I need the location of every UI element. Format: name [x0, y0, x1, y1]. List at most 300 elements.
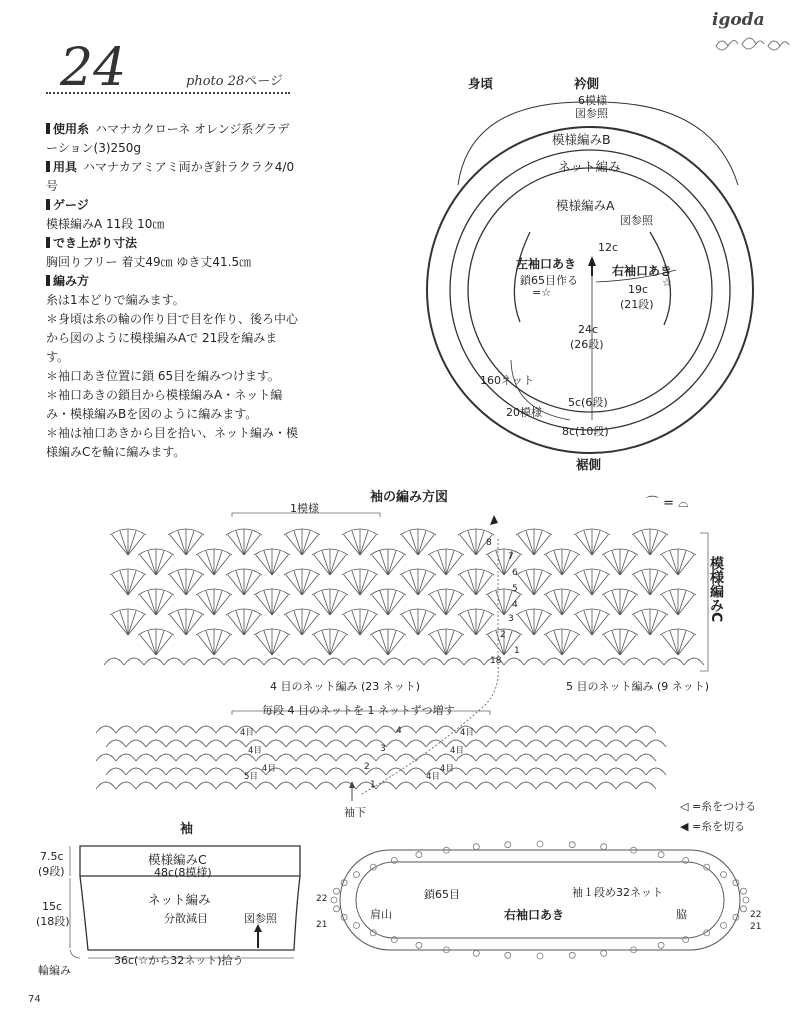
armhole-stitch-mark: [741, 888, 747, 894]
net-loop-mark: [166, 768, 186, 775]
base-loop-mark: [364, 658, 384, 665]
fan-stitch-mark: [544, 629, 580, 655]
net-loop-mark: [176, 726, 196, 733]
armhole-stitch-mark: [569, 842, 575, 848]
net-loop-mark: [196, 754, 216, 761]
fan-stitch-mark: [602, 629, 638, 655]
collar-ref-label: 図参照: [575, 107, 608, 120]
net-loop-mark: [166, 740, 186, 747]
left-mark-label: =☆: [532, 286, 552, 299]
base-loop-mark: [684, 658, 704, 665]
body-circle-diagram: [0, 0, 802, 480]
sleeve-stitch-chart: [0, 505, 802, 825]
base-loop-mark: [224, 658, 244, 665]
fan-stitch-mark: [428, 549, 464, 575]
size-heading: でき上がり寸法: [46, 234, 298, 253]
net-loop-mark: [216, 726, 236, 733]
body-title: 身頃: [468, 76, 494, 91]
net-loop-mark: [556, 726, 576, 733]
net-loop-mark: [396, 754, 416, 761]
armhole-stitch-mark: [601, 844, 607, 850]
net-loop-mark: [536, 754, 556, 761]
base-loop-mark: [444, 658, 464, 665]
fan-stitch-mark: [574, 609, 610, 635]
net-loop-mark: [146, 740, 166, 747]
net-loop-mark: [606, 740, 626, 747]
base-loop-mark: [564, 658, 584, 665]
armhole-stitch-mark: [334, 888, 340, 894]
fan-stitch-mark: [284, 569, 320, 595]
net-loop-mark: [586, 768, 606, 775]
net-loop-mark: [156, 754, 176, 761]
net-loop-mark: [646, 740, 666, 747]
fan-stitch-mark: [196, 549, 232, 575]
base-loop-mark: [544, 658, 564, 665]
dim-19c: 19c: [628, 283, 649, 296]
net-loop-mark: [496, 782, 516, 789]
fan-stitch-mark: [254, 589, 290, 615]
left-opening-label: 左袖口あき: [516, 257, 577, 271]
pattern-a-ref-label: 図参照: [620, 214, 653, 227]
net-loop-mark: [336, 726, 356, 733]
fan-stitch-mark: [574, 529, 610, 555]
pattern-number: 24: [60, 38, 127, 98]
armhole-stitch-mark: [721, 872, 727, 878]
method-line: ＊袖口あき位置に鎖 65目を編みつけます。: [46, 369, 280, 383]
armhole-stitch-mark: [416, 852, 422, 858]
fan-stitch-mark: [196, 629, 232, 655]
four-stitch-label: 4目: [460, 728, 474, 738]
net-loop-mark: [296, 726, 316, 733]
net-loop-mark: [136, 782, 156, 789]
net-loop-mark: [236, 782, 256, 789]
net-loop-mark: [596, 726, 616, 733]
net-loop-mark: [566, 740, 586, 747]
row-number: 18: [490, 656, 502, 666]
armhole-stitch-mark: [601, 950, 607, 956]
net-loop-mark: [186, 768, 206, 775]
fan-stitch-mark: [312, 629, 348, 655]
sleeve-h-75: 7.5c: [40, 850, 64, 863]
four-stitch-label: 4目: [262, 764, 276, 774]
net-loop-mark: [596, 782, 616, 789]
net-loop-mark: [306, 768, 326, 775]
armhole-row-21-left: 21: [316, 920, 328, 930]
one-repeat-label: 1模様: [290, 502, 319, 515]
net-loop-mark: [476, 782, 496, 789]
armhole-stitch-mark: [473, 844, 479, 850]
sleeve-width-36: 36c(☆から32ネット)拾う: [114, 954, 244, 967]
net-loop-mark: [336, 754, 356, 761]
net-loop-mark: [506, 740, 526, 747]
base-loop-mark: [404, 658, 424, 665]
page-number: 74: [28, 994, 41, 1005]
armhole-stitch-mark: [331, 897, 337, 903]
four-stitch-label: 4目: [248, 746, 262, 756]
net-row-number: 2: [364, 762, 370, 772]
base-loop-mark: [604, 658, 624, 665]
gauge-heading: ゲージ: [46, 196, 298, 215]
side-label: 脇: [676, 908, 687, 921]
base-loop-mark: [504, 658, 524, 665]
sleeve-h-9rows: (9段): [38, 865, 65, 878]
fan-stitch-mark: [254, 549, 290, 575]
base-loop-mark: [104, 658, 124, 665]
net-loop-mark: [176, 782, 196, 789]
net-loop-mark: [476, 726, 496, 733]
four-stitch-label: 4目: [440, 764, 454, 774]
net-loop-mark: [126, 740, 146, 747]
net-loop-mark: [476, 754, 496, 761]
row-number: 8: [486, 538, 492, 548]
armhole-stitch-mark: [354, 922, 360, 928]
net-loop-mark: [516, 754, 536, 761]
fan-stitch-mark: [602, 589, 638, 615]
net-loop-mark: [636, 782, 656, 789]
net-loop-mark: [406, 740, 426, 747]
row-number: 6: [512, 568, 518, 578]
fan-stitch-mark: [312, 589, 348, 615]
armhole-stitch-mark: [743, 897, 749, 903]
base-loop-mark: [384, 658, 404, 665]
fan-stitch-mark: [370, 629, 406, 655]
net-loop-mark: [496, 726, 516, 733]
fan-stitch-mark: [168, 609, 204, 635]
dim-8c: 8c(10段): [562, 425, 609, 438]
method-heading: 編み方: [46, 272, 298, 291]
collar-side-label: 衿側: [574, 76, 600, 91]
sleeve-pattern-c-label: 模様編みC: [148, 852, 207, 867]
five-stitch-label: 5目: [244, 772, 258, 782]
net-loop-mark: [226, 768, 246, 775]
armhole-stitch-mark: [505, 842, 511, 848]
armhole-stitch-mark: [354, 872, 360, 878]
net-loop-mark: [136, 754, 156, 761]
net-loop-mark: [556, 754, 576, 761]
net-loop-mark: [216, 754, 236, 761]
photo-ref-suffix: ページ: [244, 74, 283, 89]
base-loop-mark: [124, 658, 144, 665]
sleeve-decrease-label: 分散減目: [164, 912, 208, 925]
fan-stitch-mark: [428, 589, 464, 615]
right-mark-label: ☆: [662, 276, 672, 289]
row-number: 5: [512, 584, 518, 594]
net-loop-mark: [96, 754, 116, 761]
net-loop-mark: [296, 754, 316, 761]
fan-stitch-mark: [458, 609, 494, 635]
fan-stitch-mark: [370, 589, 406, 615]
armhole-title: 右袖口あき: [504, 908, 565, 922]
gauge-text: 模様編みA 11段 10㎝: [46, 217, 165, 231]
net-loop-mark: [266, 740, 286, 747]
net-loop-mark: [396, 782, 416, 789]
base-loop-mark: [464, 658, 484, 665]
base-loop-mark: [304, 658, 324, 665]
fan-stitch-mark: [370, 549, 406, 575]
net-loop-mark: [636, 754, 656, 761]
row-number: 7: [508, 552, 514, 562]
armhole-row-22-left: 22: [316, 894, 328, 904]
net-loop-mark: [196, 782, 216, 789]
armhole-stitch-mark: [537, 953, 543, 959]
net-loop-mark: [356, 726, 376, 733]
method-line: 糸は1本どりで編みます。: [46, 293, 185, 307]
fan-stitch-mark: [428, 629, 464, 655]
fan-stitch-mark: [342, 609, 378, 635]
net-loop-mark: [506, 768, 526, 775]
armhole-stitch-mark: [741, 906, 747, 912]
net-loop-mark: [556, 782, 576, 789]
yarn-heading: 使用糸: [46, 122, 89, 136]
net-loop-mark: [216, 782, 236, 789]
method-line: ＊身頃は糸の輪の作り目で目を作り、後ろ中心から図のように模様編みAで 21段を編みます。: [46, 312, 299, 364]
net-loop-mark: [386, 740, 406, 747]
net-loop-mark: [536, 726, 556, 733]
fan-stitch-mark: [138, 629, 174, 655]
net-loop-mark: [276, 726, 296, 733]
net-loop-mark: [116, 754, 136, 761]
fan-stitch-mark: [660, 589, 696, 615]
net-loop-mark: [286, 740, 306, 747]
cut-yarn-legend: ◀ =糸を切る: [680, 820, 746, 833]
net-loop-mark: [606, 768, 626, 775]
fan-stitch-mark: [632, 609, 668, 635]
dim-12c: 12c: [598, 241, 619, 254]
net-loop-mark: [376, 726, 396, 733]
fan-stitch-mark: [660, 629, 696, 655]
row-number: 3: [508, 614, 514, 624]
underarm-label: 袖下: [344, 806, 366, 819]
hem-side-label: 裾側: [576, 457, 602, 472]
base-loop-mark: [424, 658, 444, 665]
base-loop-mark: [144, 658, 164, 665]
sleeve-h-15: 15c: [42, 900, 63, 913]
size-text: 胸回りフリー 着丈49㎝ ゆき丈41.5㎝: [46, 255, 252, 269]
net-loop-mark: [316, 754, 336, 761]
base-loop-mark: [644, 658, 664, 665]
attach-yarn-legend: ◁ =糸をつける: [680, 800, 757, 813]
net-loop-mark: [376, 782, 396, 789]
net-loop-mark: [546, 740, 566, 747]
net-loop-mark: [196, 726, 216, 733]
net-loop-mark: [276, 754, 296, 761]
net-loop-mark: [466, 768, 486, 775]
armhole-chain-label: 鎖65目: [424, 888, 460, 901]
base-loop-mark: [284, 658, 304, 665]
armhole-row-22-right: 22: [750, 910, 762, 920]
armhole-stitch-mark: [416, 942, 422, 948]
net-loop-mark: [136, 726, 156, 733]
net-loop-mark: [206, 768, 226, 775]
sleeve-round-label: 輪編み: [38, 964, 71, 977]
shoulder-label: 肩山: [370, 908, 392, 921]
tools-heading: 用具: [46, 160, 77, 174]
net-loop-mark: [96, 782, 116, 789]
armhole-stitch-mark: [721, 922, 727, 928]
armhole-stitch-mark: [569, 952, 575, 958]
dim-26rows: (26段): [570, 338, 604, 351]
four-stitch-label: 4目: [240, 728, 254, 738]
net-loop-mark: [516, 782, 536, 789]
fan-stitch-mark: [284, 609, 320, 635]
increase-note: 毎段 4 目のネットを 1 ネットずつ増す: [262, 704, 455, 717]
net-loop-mark: [626, 768, 646, 775]
base-loop-mark: [204, 658, 224, 665]
net-loop-mark: [406, 768, 426, 775]
collar-repeat-label: 6模様: [578, 94, 607, 107]
pattern-b-label: 模様編みB: [552, 132, 611, 147]
net-loop-mark: [376, 754, 396, 761]
fan-stitch-mark: [226, 609, 262, 635]
net-loop-mark: [596, 754, 616, 761]
sleeve-width-48: 48c(8模様): [154, 866, 212, 879]
sleeve-ref-label: 図参照: [244, 912, 277, 925]
fan-stitch-mark: [574, 569, 610, 595]
base-loop-mark: [624, 658, 644, 665]
brand-logo-text: igoda: [712, 10, 765, 30]
armhole-stitch-mark: [505, 952, 511, 958]
net-loop-mark: [626, 740, 646, 747]
sleeve-schematic-diagram: [0, 830, 802, 1024]
net-loop-mark: [436, 726, 456, 733]
net-loop-mark: [486, 740, 506, 747]
fan-stitch-mark: [632, 569, 668, 595]
net-loop-mark: [286, 768, 306, 775]
fan-stitch-mark: [602, 549, 638, 575]
fan-stitch-mark: [516, 609, 552, 635]
net-loop-mark: [526, 768, 546, 775]
sleeve-title: 袖: [180, 822, 194, 837]
fan-stitch-mark: [458, 569, 494, 595]
row-number: 2: [500, 630, 506, 640]
net-loop-mark: [306, 740, 326, 747]
net-loop-mark: [416, 782, 436, 789]
net-loop-mark: [156, 726, 176, 733]
fan-stitch-mark: [138, 589, 174, 615]
base-loop-mark: [244, 658, 264, 665]
fan-stitch-mark: [168, 529, 204, 555]
net-loop-mark: [206, 740, 226, 747]
tools-text: ハマナカアミアミ両かぎ針ラクラク4/0号: [46, 160, 295, 193]
yarn-text: ハマナカクローネ オレンジ系グラデーション(3)250g: [46, 122, 290, 155]
four-stitch-label: 4目: [450, 746, 464, 756]
net-row-number: 1: [370, 780, 376, 790]
fan-stitch-mark: [660, 549, 696, 575]
net5-label: 5 目のネット編み (9 ネット): [566, 680, 710, 693]
fan-stitch-mark: [516, 569, 552, 595]
net-loop-mark: [186, 740, 206, 747]
pattern-c-vertical-label: 模様編みC: [708, 556, 724, 623]
sleeve-h-18rows: (18段): [36, 915, 70, 928]
net-loop-mark: [646, 768, 666, 775]
net-160-label: 160ネット: [480, 374, 534, 387]
armhole-pick-label: 袖１段め32ネット: [572, 886, 663, 899]
dim-21rows: (21段): [620, 298, 654, 311]
net-loop-mark: [526, 740, 546, 747]
net-loop-mark: [296, 782, 316, 789]
net-loop-mark: [316, 726, 336, 733]
method-line: ＊袖口あきの鎖目から模様編みA・ネット編み・模様編みBを図のように編みます。: [46, 388, 283, 421]
net-loop-mark: [576, 754, 596, 761]
armhole-stitch-mark: [658, 942, 664, 948]
fan-stitch-mark: [544, 589, 580, 615]
net-loop-mark: [106, 740, 126, 747]
net-loop-mark: [546, 768, 566, 775]
net-loop-mark: [316, 782, 336, 789]
fan-stitch-mark: [284, 529, 320, 555]
fan-stitch-mark: [400, 569, 436, 595]
net-loop-mark: [516, 726, 536, 733]
net-loop-mark: [496, 754, 516, 761]
right-opening-label: 右袖口あき: [612, 264, 673, 278]
net4-label: 4 目のネット編み (23 ネット): [270, 680, 421, 693]
net-loop-mark: [616, 754, 636, 761]
net-loop-mark: [276, 782, 296, 789]
row-number: 4: [512, 600, 518, 610]
net-loop-mark: [586, 740, 606, 747]
net-loop-mark: [616, 782, 636, 789]
left-chain-label: 鎖65目作る: [520, 274, 578, 287]
legend-symbol: ⌒ = ⌓: [646, 496, 689, 511]
net-loop-mark: [256, 782, 276, 789]
fan-stitch-mark: [138, 549, 174, 575]
base-loop-mark: [324, 658, 344, 665]
net-loop-mark: [116, 726, 136, 733]
net-loop-mark: [106, 768, 126, 775]
net-loop-mark: [96, 726, 116, 733]
net-loop-mark: [146, 768, 166, 775]
base-loop-mark: [264, 658, 284, 665]
net-loop-mark: [176, 754, 196, 761]
dim-24c: 24c: [578, 323, 599, 336]
net-loop-mark: [326, 768, 346, 775]
net-loop-mark: [326, 740, 346, 747]
armhole-stitch-mark: [658, 852, 664, 858]
base-loop-mark: [344, 658, 364, 665]
four-stitch-label: 4目: [426, 772, 440, 782]
net-loop-mark: [566, 768, 586, 775]
net-row-number: 3: [380, 744, 386, 754]
sleeve-net-label: ネット編み: [148, 892, 211, 907]
net-loop-mark: [456, 782, 476, 789]
net-loop-mark: [116, 782, 136, 789]
sleeve-chart-title: 袖の編み方図: [370, 490, 449, 505]
fan-stitch-mark: [544, 549, 580, 575]
repeat-20-label: 20模様: [506, 406, 542, 419]
fan-stitch-mark: [226, 569, 262, 595]
armhole-row-21-right: 21: [750, 922, 762, 932]
fan-stitch-mark: [632, 529, 668, 555]
net-loop-mark: [636, 726, 656, 733]
photo-ref-italic: photo 28: [186, 74, 245, 89]
fan-stitch-mark: [110, 569, 146, 595]
fan-stitch-mark: [226, 529, 262, 555]
net-loop-mark: [486, 768, 506, 775]
fan-stitch-mark: [168, 569, 204, 595]
net-loop-mark: [346, 768, 366, 775]
armhole-stitch-mark: [473, 950, 479, 956]
fan-stitch-mark: [110, 609, 146, 635]
base-loop-mark: [164, 658, 184, 665]
base-loop-mark: [524, 658, 544, 665]
net-loop-mark: [416, 726, 436, 733]
pattern-a-label: 模様編みA: [556, 198, 615, 213]
net-loop-mark: [536, 782, 556, 789]
net-loop-mark: [126, 768, 146, 775]
dim-5c: 5c(6段): [568, 396, 608, 409]
net-loop-mark: [346, 740, 366, 747]
net-loop-mark: [356, 754, 376, 761]
